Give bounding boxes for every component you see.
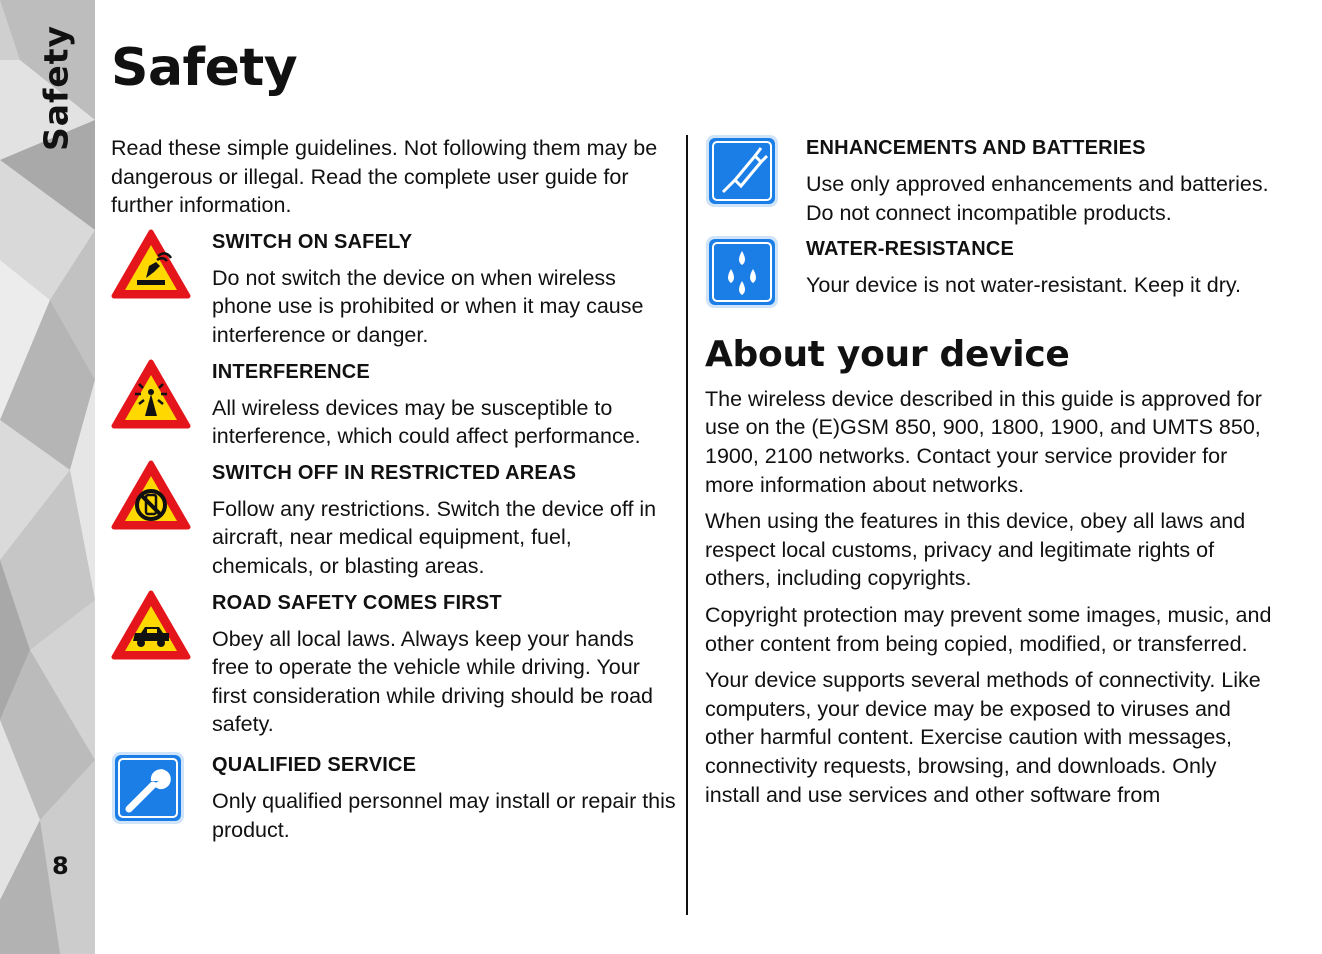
switch-on-safely-warning-icon: [111, 228, 191, 300]
item-text: Obey all local laws. Always keep your hands free to operate the vehicle while driving. Your first consideration while driving should be road safety.: [212, 626, 653, 737]
left-sidebar: [0, 0, 95, 954]
about-paragraph: Your device supports several methods of connectivity. Like computers, your device may be exposed to viruses and other harmful content. Exercise caution with messages, connectivity requests, browsing, and downloads. Only install and use services and other software from: [705, 668, 1261, 807]
restricted-area-warning-icon: [111, 459, 191, 531]
enhancements-plug-icon: [705, 134, 779, 208]
safety-item-interference: [111, 358, 676, 451]
item-heading: ROAD SAFETY COMES FIRST: [212, 591, 502, 614]
item-text: Use only approved enhancements and batteries. Do not connect incompatible products.: [806, 172, 1269, 225]
qualified-service-wrench-icon: [111, 751, 185, 825]
safety-item-switch-on: [111, 228, 676, 350]
interference-warning-icon: [111, 358, 191, 430]
item-heading: QUALIFIED SERVICE: [212, 753, 417, 776]
page-title: Safety: [111, 38, 298, 98]
road-safety-warning-icon: [111, 589, 191, 661]
item-text: Follow any restrictions. Switch the device off in aircraft, near medical equipment, fuel, chemicals, or blasting areas.: [212, 496, 657, 578]
item-heading: WATER-RESISTANCE: [806, 238, 1015, 261]
safety-item-road-safety: [111, 589, 676, 739]
column-divider: [686, 135, 688, 915]
safety-item-water-resistance: [705, 235, 1275, 300]
safety-item-restricted-areas: [111, 459, 676, 581]
item-text: Do not switch the device on when wireless phone use is prohibited or when it may cause interference or danger.: [212, 265, 644, 347]
sidebar-section-label: Safety: [36, 24, 76, 152]
right-column: [705, 134, 1275, 817]
intro-text: Read these simple guidelines. Not following them may be dangerous or illegal. Read the complete user guide for further information.: [111, 136, 658, 218]
page-number: 8: [52, 852, 69, 880]
safety-item-qualified-service: [111, 751, 676, 844]
about-paragraph: The wireless device described in this guide is approved for use on the (E)GSM 850, 900, 1800, 1900, and UMTS 850, 1900, 2100 networks. Contact your service provider for more information about networks.: [705, 386, 1262, 497]
safety-item-enhancements: [705, 134, 1275, 227]
water-drops-icon: [705, 235, 779, 309]
item-text: All wireless devices may be susceptible to interference, which could affect performance.: [212, 395, 641, 449]
about-paragraph: Copyright protection may prevent some images, music, and other content from being copied, modified, or transferred.: [705, 602, 1272, 656]
item-heading: INTERFERENCE: [212, 360, 370, 383]
item-text: Only qualified personnel may install or repair this product.: [212, 788, 676, 842]
about-paragraph: When using the features in this device, obey all laws and respect local customs, privacy and legitimate rights of others, including copyrights.: [705, 509, 1246, 591]
item-heading: SWITCH OFF IN RESTRICTED AREAS: [212, 461, 577, 484]
about-section-title: About your device: [705, 333, 1070, 375]
item-heading: ENHANCEMENTS AND BATTERIES: [806, 137, 1146, 159]
item-text: Your device is not water-resistant. Keep it dry.: [806, 273, 1241, 298]
left-column: [111, 134, 676, 844]
item-heading: SWITCH ON SAFELY: [212, 230, 413, 253]
